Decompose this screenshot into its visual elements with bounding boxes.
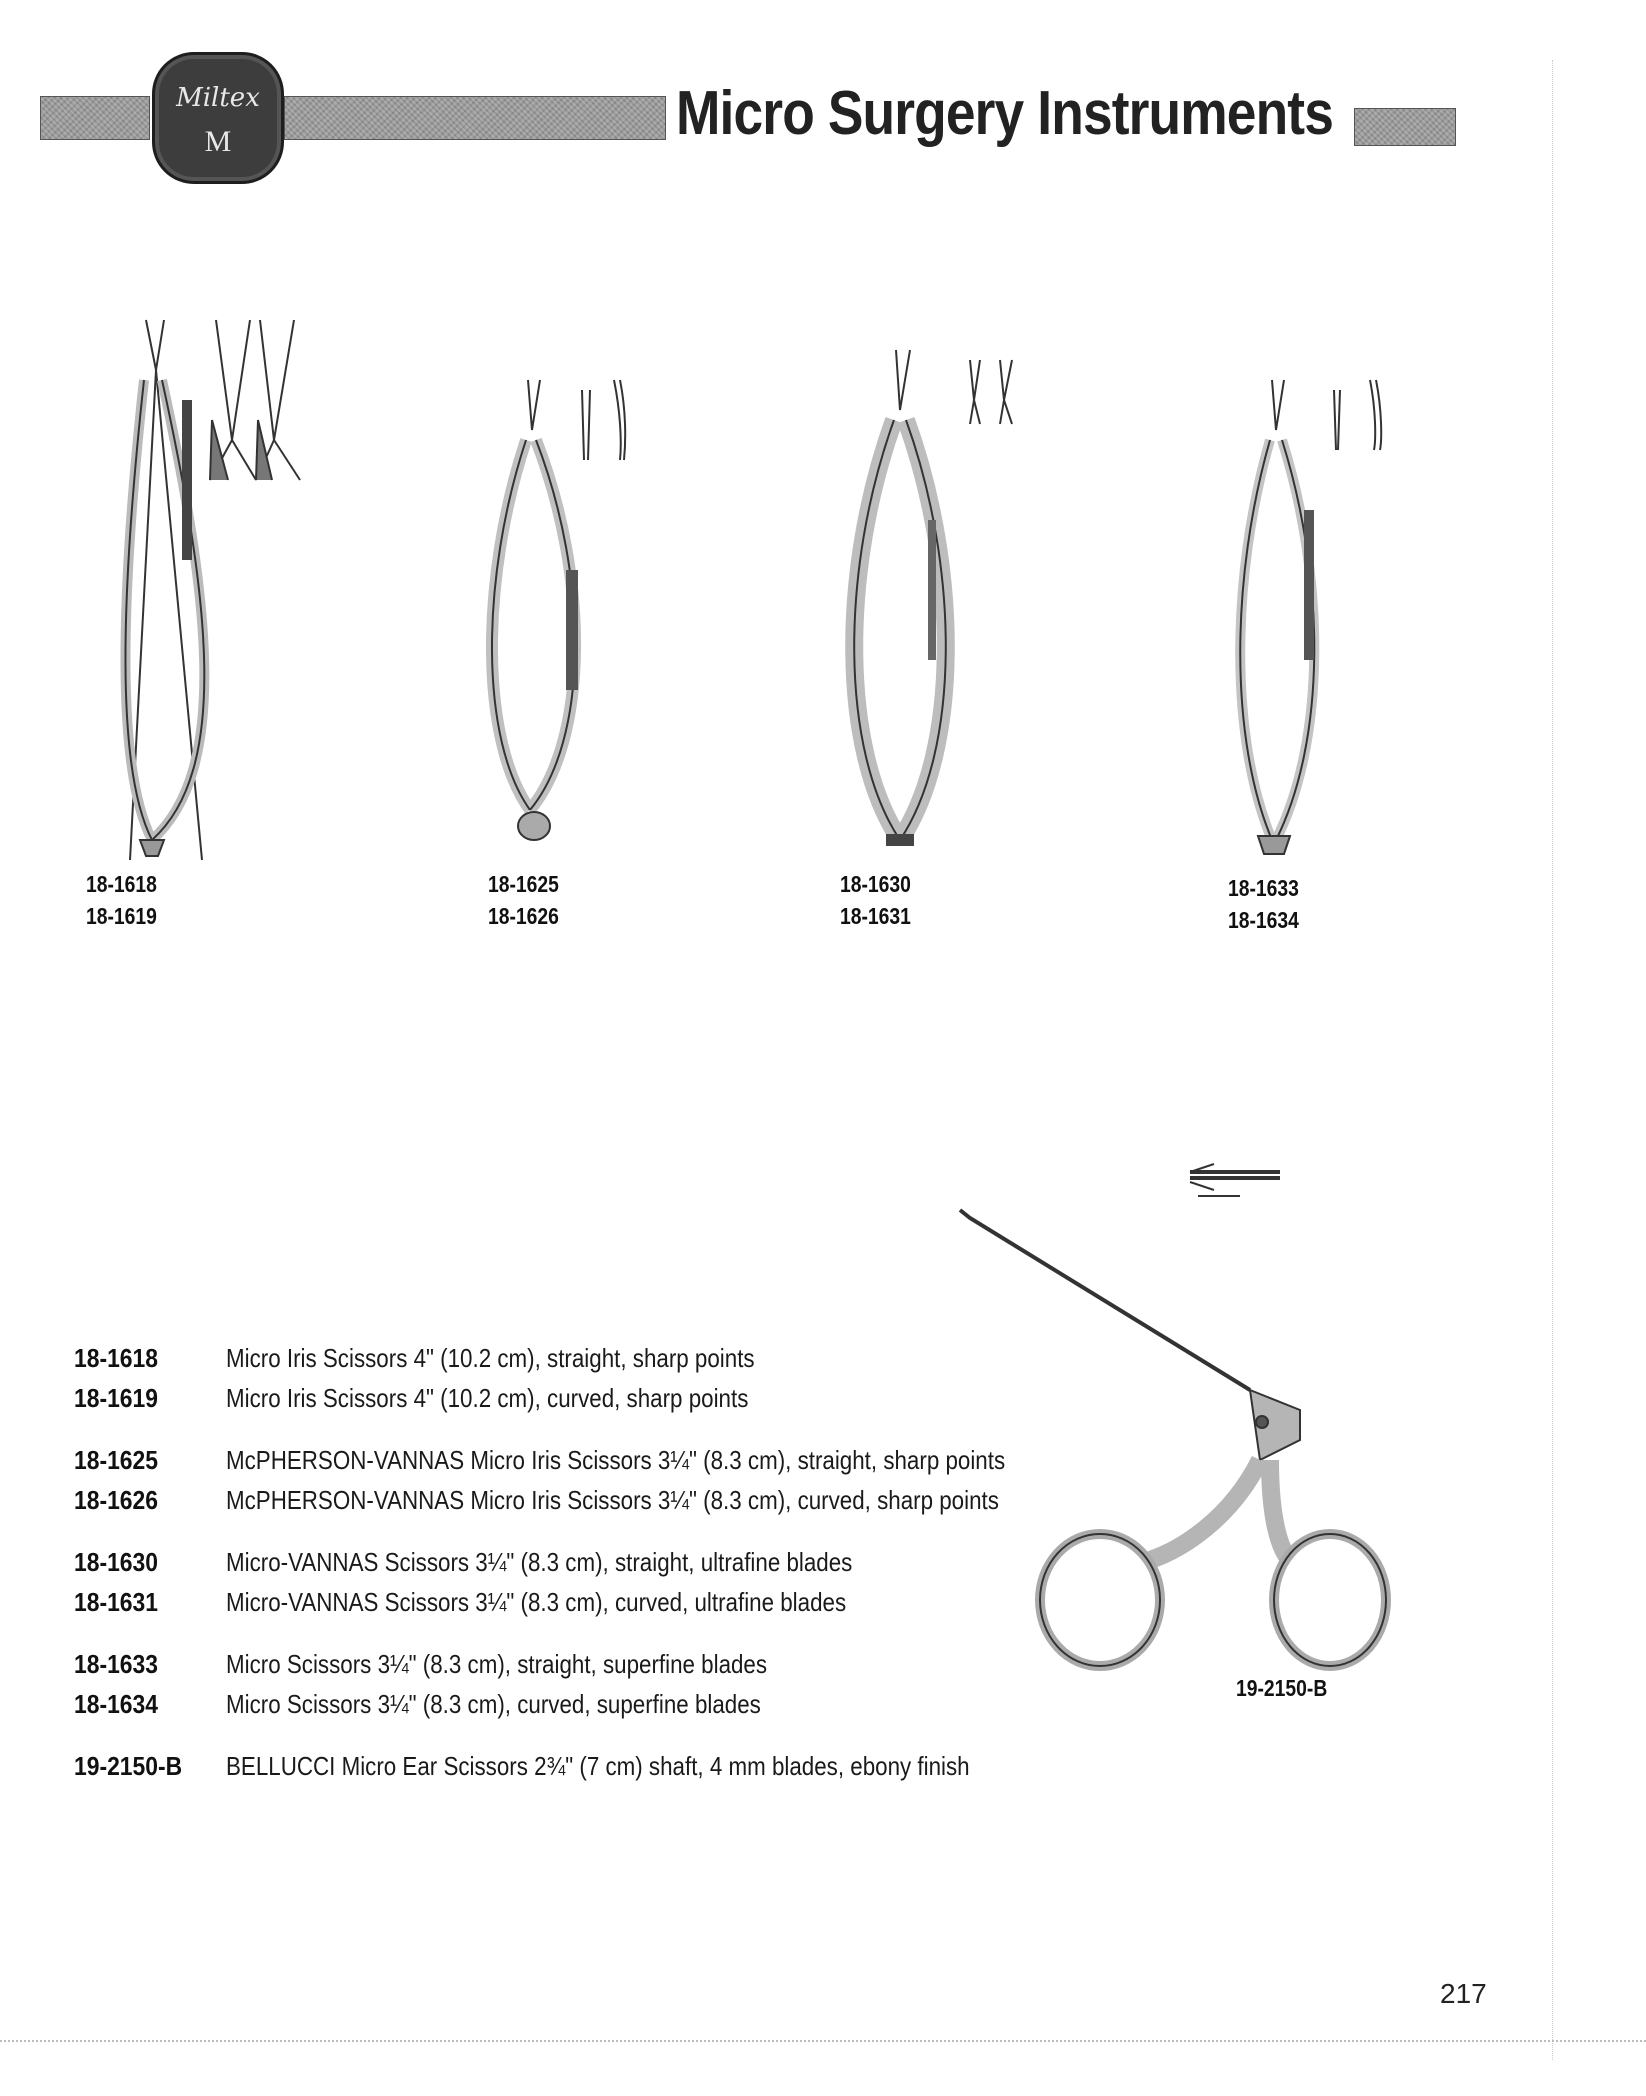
catalog-row bbox=[74, 1582, 1132, 1622]
brand-logo bbox=[152, 52, 284, 184]
page-title: Micro Surgery Instruments bbox=[676, 79, 1334, 148]
caption-code: 18-1619 bbox=[86, 903, 157, 929]
item-code: 18-1630 bbox=[74, 1547, 158, 1577]
item-description: Micro Scissors 3¼" (8.3 cm), curved, superfine blades bbox=[226, 1689, 761, 1719]
scissors-illustration-1 bbox=[60, 300, 360, 860]
item-code: 18-1619 bbox=[74, 1383, 158, 1413]
group-gap bbox=[74, 1622, 1132, 1644]
header-bar-middle bbox=[284, 96, 666, 140]
item-code: 18-1625 bbox=[74, 1445, 158, 1475]
item-code: 18-1631 bbox=[74, 1587, 158, 1617]
logo-letter: M bbox=[204, 125, 232, 158]
catalog-row bbox=[74, 1480, 1132, 1520]
illustration-caption-3 bbox=[840, 868, 911, 932]
caption-code: 18-1631 bbox=[840, 903, 911, 929]
catalog-row bbox=[74, 1684, 1132, 1724]
illustration-caption-2 bbox=[488, 868, 559, 932]
bottom-rule bbox=[0, 2040, 1646, 2042]
header-bar-left bbox=[40, 96, 150, 140]
header-bar-right bbox=[1354, 108, 1456, 146]
catalog-row bbox=[74, 1440, 1132, 1480]
catalog-list bbox=[74, 1338, 1132, 1786]
catalog-row bbox=[74, 1338, 1132, 1378]
illustration-caption-1 bbox=[86, 868, 157, 932]
caption-code: 18-1634 bbox=[1228, 907, 1299, 933]
caption-code: 19-2150-B bbox=[1236, 1675, 1328, 1701]
item-description: Micro-VANNAS Scissors 3¼" (8.3 cm), straight, ultrafine blades bbox=[226, 1547, 853, 1577]
caption-code: 18-1618 bbox=[86, 871, 157, 897]
item-code: 18-1618 bbox=[74, 1343, 158, 1373]
catalog-row bbox=[74, 1644, 1132, 1684]
group-gap bbox=[74, 1724, 1132, 1746]
illustration-caption-4 bbox=[1228, 872, 1299, 936]
caption-code: 18-1633 bbox=[1228, 875, 1299, 901]
group-gap bbox=[74, 1418, 1132, 1440]
group-gap bbox=[74, 1520, 1132, 1542]
catalog-row bbox=[74, 1746, 1132, 1786]
item-description: BELLUCCI Micro Ear Scissors 2¾" (7 cm) shaft, 4 mm blades, ebony finish bbox=[226, 1751, 970, 1781]
item-description: McPHERSON-VANNAS Micro Iris Scissors 3¼" (8.3 cm), straight, sharp points bbox=[226, 1445, 1006, 1475]
item-description: McPHERSON-VANNAS Micro Iris Scissors 3¼" (8.3 cm), curved, sharp points bbox=[226, 1485, 999, 1515]
item-code: 19-2150-B bbox=[74, 1751, 183, 1781]
illustration-caption-5 bbox=[1236, 1672, 1327, 1704]
item-description: Micro Iris Scissors 4" (10.2 cm), straight, sharp points bbox=[226, 1343, 755, 1373]
caption-code: 18-1626 bbox=[488, 903, 559, 929]
scissors-illustration-4 bbox=[1200, 380, 1420, 860]
scissors-illustration-3 bbox=[820, 350, 1040, 860]
catalog-row bbox=[74, 1378, 1132, 1418]
caption-code: 18-1630 bbox=[840, 871, 911, 897]
logo-script: Miltex bbox=[176, 83, 260, 113]
scissors-illustration-2 bbox=[470, 380, 670, 860]
item-description: Micro Scissors 3¼" (8.3 cm), straight, superfine blades bbox=[226, 1649, 768, 1679]
item-code: 18-1626 bbox=[74, 1485, 158, 1515]
item-code: 18-1633 bbox=[74, 1649, 158, 1679]
item-description: Micro Iris Scissors 4" (10.2 cm), curved, sharp points bbox=[226, 1383, 749, 1413]
catalog-row bbox=[74, 1542, 1132, 1582]
caption-code: 18-1625 bbox=[488, 871, 559, 897]
page-number: 217 bbox=[1440, 1978, 1487, 2009]
item-code: 18-1634 bbox=[74, 1689, 158, 1719]
item-description: Micro-VANNAS Scissors 3¼" (8.3 cm), curved, ultrafine blades bbox=[226, 1587, 847, 1617]
right-edge-rule bbox=[1552, 60, 1553, 2060]
